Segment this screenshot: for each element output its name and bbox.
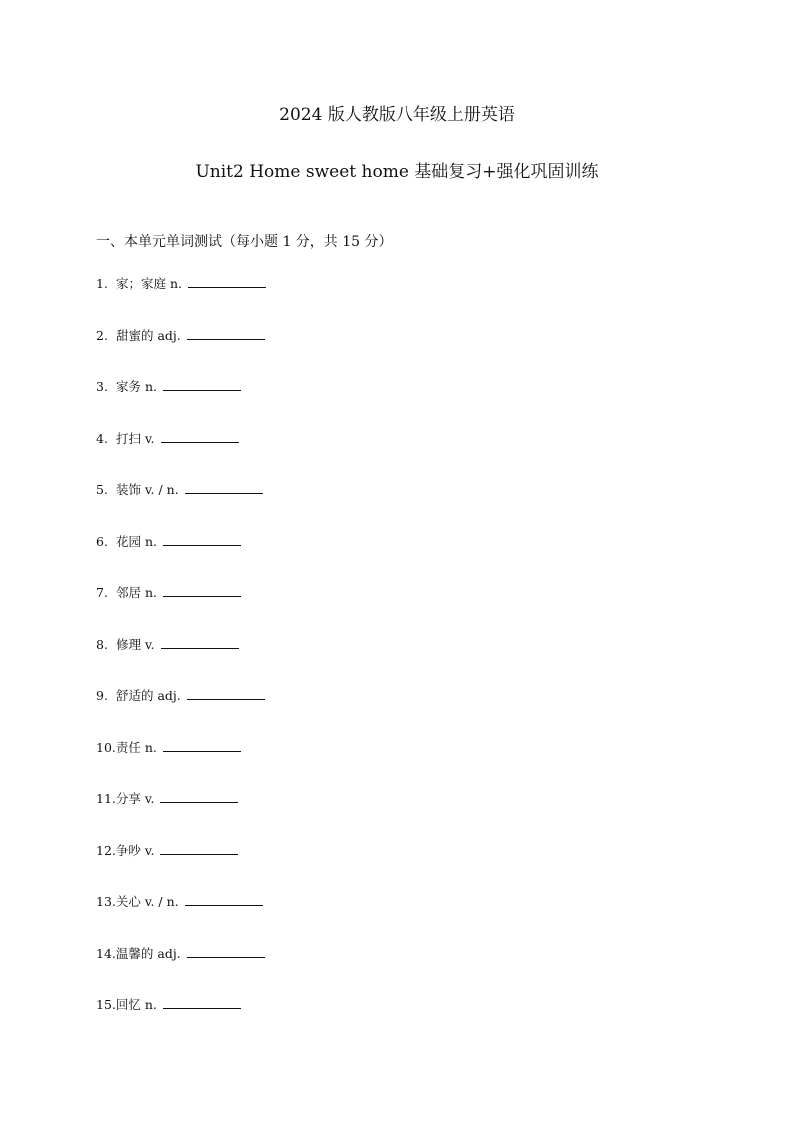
question-prompt: 关心 v. / n. (115, 894, 179, 909)
vocabulary-question (96, 944, 266, 996)
question-prompt: 分享 v. (115, 791, 155, 806)
vocabulary-question (96, 326, 266, 378)
question-number: 5. (96, 482, 108, 497)
question-number: 1. (96, 276, 108, 291)
answer-blank[interactable] (163, 583, 241, 597)
question-number: 8. (96, 636, 108, 652)
vocabulary-question (96, 789, 266, 841)
document-subtitle: Unit2 Home sweet home 基础复习+强化巩固训练 (195, 162, 599, 182)
vocabulary-question (96, 429, 266, 481)
question-prompt: 修理 v. (116, 636, 155, 652)
question-number: 2. (96, 327, 108, 343)
question-prompt: 甜蜜的 adj. (116, 327, 181, 343)
document-title: 2024 版人教版八年级上册英语 (279, 105, 515, 125)
question-number: 4. (96, 430, 108, 446)
question-prompt: 家务 n. (116, 379, 157, 394)
question-number: 3. (96, 379, 108, 394)
answer-blank[interactable] (160, 841, 238, 855)
question-prompt: 打扫 v. (116, 430, 155, 446)
vocabulary-question (96, 892, 266, 944)
question-prompt: 温馨的 adj. (115, 945, 181, 961)
vocabulary-question (96, 686, 266, 738)
answer-blank[interactable] (188, 274, 266, 288)
question-prompt: 装饰 v. / n. (116, 482, 179, 497)
question-number: 6. (96, 533, 108, 549)
answer-blank[interactable] (163, 532, 241, 546)
question-prompt: 责任 n. (115, 739, 157, 755)
answer-blank[interactable] (187, 686, 265, 700)
question-number: 13. (96, 894, 116, 909)
vocabulary-question (96, 377, 266, 429)
question-number: 15. (96, 997, 116, 1012)
question-number: 9. (96, 688, 108, 703)
question-number: 7. (96, 585, 108, 600)
question-prompt: 回忆 n. (115, 997, 157, 1012)
section-heading: 一、本单元单词测试（每小题 1 分，共 15 分） (96, 234, 393, 250)
question-prompt: 家；家庭 n. (116, 276, 182, 291)
answer-blank[interactable] (163, 377, 241, 391)
vocabulary-question (96, 841, 266, 893)
answer-blank[interactable] (161, 429, 239, 443)
vocabulary-question (96, 635, 266, 687)
answer-blank[interactable] (187, 326, 265, 340)
vocabulary-question (96, 480, 266, 532)
answer-blank[interactable] (160, 789, 238, 803)
vocabulary-question (96, 274, 266, 326)
vocabulary-question (96, 583, 266, 635)
answer-blank[interactable] (185, 892, 263, 906)
answer-blank[interactable] (163, 995, 241, 1009)
question-prompt: 邻居 n. (116, 585, 157, 600)
question-number: 10. (96, 739, 116, 755)
question-prompt: 争吵 v. (115, 842, 155, 858)
question-prompt: 舒适的 adj. (116, 688, 181, 703)
question-number: 14. (96, 945, 116, 961)
question-number: 12. (96, 842, 116, 858)
answer-blank[interactable] (161, 635, 239, 649)
answer-blank[interactable] (185, 480, 263, 494)
vocabulary-question-list (96, 274, 266, 1047)
answer-blank[interactable] (187, 944, 265, 958)
vocabulary-question (96, 532, 266, 584)
vocabulary-question (96, 738, 266, 790)
vocabulary-question (96, 995, 266, 1047)
answer-blank[interactable] (163, 738, 241, 752)
question-prompt: 花园 n. (116, 533, 157, 549)
question-number: 11. (96, 791, 116, 806)
